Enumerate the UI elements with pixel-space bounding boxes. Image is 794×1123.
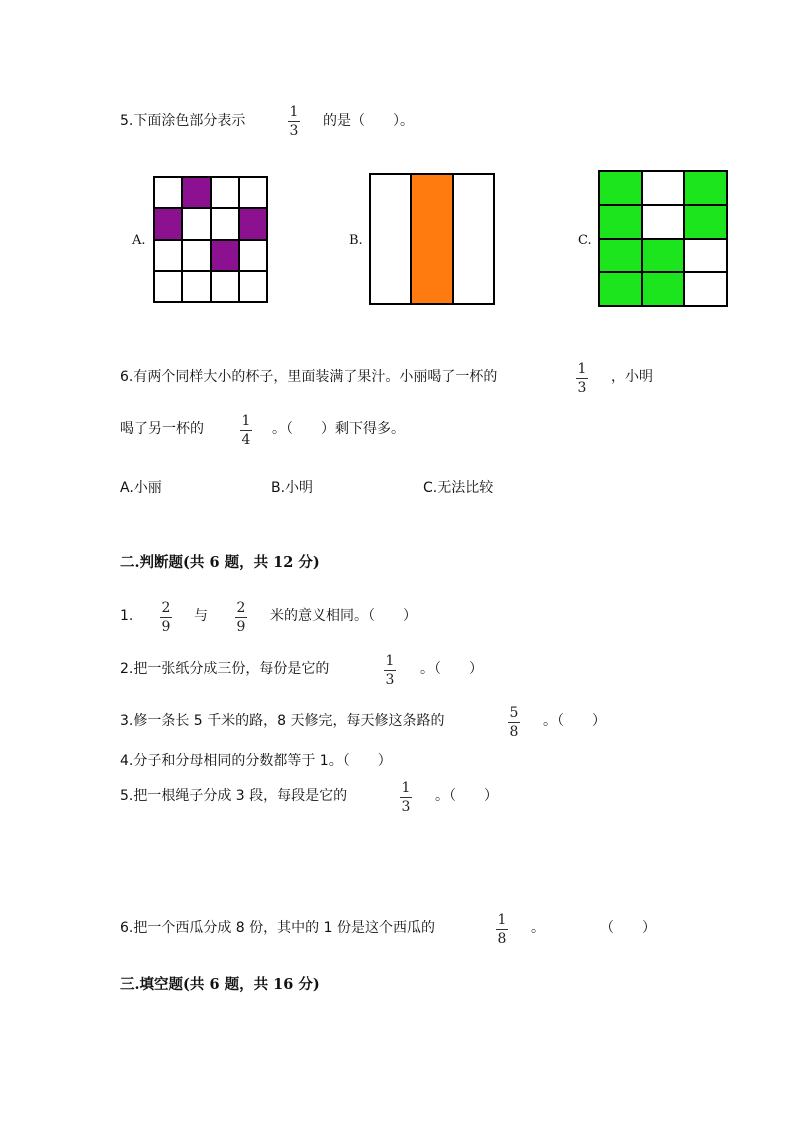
judge-2-fraction-numerator: 1: [385, 653, 395, 669]
q6-fraction-1-denominator: 3: [577, 380, 587, 396]
judge-3-fraction-numerator: 5: [509, 705, 519, 721]
shaded-cell: [599, 205, 642, 239]
judge-5-suffix: 。（ ）: [435, 788, 498, 804]
q5-fraction: [286, 104, 302, 139]
q6-fraction-2: [238, 413, 254, 448]
shaded-cell: [182, 177, 210, 208]
q6-option-a: A.小丽: [120, 480, 162, 496]
q5-suffix: 的是（ ）。: [323, 113, 414, 129]
shaded-cell: [411, 174, 452, 304]
judge-3-prefix: 3.修一条长 5 千米的路，8 天修完，每天修这条路的: [120, 713, 445, 729]
q6-fraction-2-denominator: 4: [241, 432, 251, 448]
judge-3-suffix: 。（ ）: [543, 713, 606, 729]
judge-6-fraction: [494, 912, 510, 947]
judge-2-fraction: [382, 653, 398, 688]
judge-1-fraction-b-denominator: 9: [236, 619, 246, 635]
judge-1-fraction-a: [158, 600, 174, 635]
blank-cell: [239, 271, 267, 302]
shaded-cell: [684, 205, 727, 239]
q5-option-b-label: B.: [349, 233, 363, 248]
judge-1-mid: 与: [194, 608, 208, 624]
shaded-cell: [642, 239, 685, 273]
blank-cell: [182, 240, 210, 271]
blank-cell: [154, 271, 182, 302]
blank-cell: [211, 271, 239, 302]
blank-cell: [154, 177, 182, 208]
q6-fraction-1-numerator: 1: [577, 361, 587, 377]
q5-option-a-figure: [153, 176, 268, 303]
q5-fraction-numerator: 1: [289, 104, 299, 120]
blank-cell: [684, 239, 727, 273]
shaded-cell: [599, 239, 642, 273]
judge-5-prefix: 5.把一根绳子分成 3 段，每段是它的: [120, 788, 348, 804]
blank-cell: [154, 240, 182, 271]
q6-fraction-2-numerator: 1: [241, 413, 251, 429]
shaded-cell: [642, 272, 685, 306]
judge-2-fraction-denominator: 3: [385, 672, 395, 688]
judge-1-fraction-b-numerator: 2: [236, 600, 246, 616]
shaded-cell: [211, 240, 239, 271]
judge-5-fraction: [398, 780, 414, 815]
judge-6-fraction-denominator: 8: [497, 931, 507, 947]
blank-cell: [684, 272, 727, 306]
judge-4-text: 4.分子和分母相同的分数都等于 1。（ ）: [120, 753, 392, 769]
shaded-cell: [599, 171, 642, 205]
blank-cell: [182, 271, 210, 302]
judge-2-suffix: 。（ ）: [420, 661, 483, 677]
blank-cell: [211, 177, 239, 208]
judge-2-prefix: 2.把一张纸分成三份，每份是它的: [120, 661, 330, 677]
q5-option-c-label: C.: [578, 233, 592, 248]
section2-title: 二.判断题(共 6 题，共 12 分): [120, 554, 320, 571]
shaded-cell: [684, 171, 727, 205]
q6-fraction-1: [574, 361, 590, 396]
blank-cell: [211, 208, 239, 239]
shaded-cell: [599, 272, 642, 306]
judge-6-suffix: 。: [531, 920, 545, 936]
blank-cell: [453, 174, 494, 304]
judge-6-fraction-numerator: 1: [497, 912, 507, 928]
blank-cell: [182, 208, 210, 239]
q5-prefix: 5.下面涂色部分表示: [120, 113, 246, 129]
q6-line1-suffix: ，小明: [611, 369, 653, 385]
judge-5-fraction-denominator: 3: [401, 799, 411, 815]
blank-cell: [642, 205, 685, 239]
q5-option-b-figure: [369, 173, 495, 305]
section3-title: 三.填空题(共 6 题，共 16 分): [120, 976, 320, 993]
judge-1-prefix: 1.: [120, 608, 134, 624]
judge-3-fraction: [506, 705, 522, 740]
shaded-cell: [239, 208, 267, 239]
blank-cell: [370, 174, 411, 304]
q5-option-c-figure: [598, 170, 728, 307]
q6-line2-suffix: 。（ ）剩下得多。: [272, 421, 405, 437]
judge-1-fraction-a-numerator: 2: [161, 600, 171, 616]
blank-cell: [239, 240, 267, 271]
judge-6-prefix: 6.把一个西瓜分成 8 份，其中的 1 份是这个西瓜的: [120, 920, 435, 936]
judge-1-suffix: 米的意义相同。（ ）: [270, 608, 417, 624]
blank-cell: [642, 171, 685, 205]
judge-1-fraction-b: [233, 600, 249, 635]
judge-5-fraction-numerator: 1: [401, 780, 411, 796]
judge-1-fraction-a-denominator: 9: [161, 619, 171, 635]
judge-6-answer-paren: （ ）: [600, 920, 656, 936]
q6-option-b: B.小明: [271, 480, 314, 496]
shaded-cell: [154, 208, 182, 239]
q6-line1-prefix: 6.有两个同样大小的杯子，里面装满了果汁。小丽喝了一杯的: [120, 369, 498, 385]
q5-option-a-label: A.: [132, 233, 146, 248]
blank-cell: [239, 177, 267, 208]
q6-option-c: C.无法比较: [423, 480, 494, 496]
q5-fraction-denominator: 3: [289, 123, 299, 139]
judge-3-fraction-denominator: 8: [509, 724, 519, 740]
q6-line2-prefix: 喝了另一杯的: [120, 421, 204, 437]
